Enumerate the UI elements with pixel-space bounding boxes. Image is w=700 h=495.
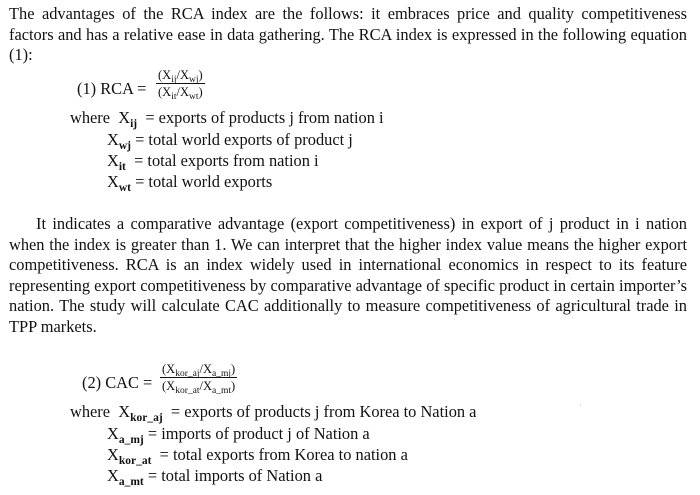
rca-denominator: $(X_{it}/X_{wt})$ — [158, 85, 203, 102]
rca-def-xwt: $X_{wt}$ = total world exports — [107, 172, 273, 194]
cac-fraction — [160, 362, 237, 396]
cac-def-xa-mt: $X_{a\_mt}$ = total imports of Nation a — [107, 466, 323, 488]
rca-equation-label: (1) RCA = — [77, 79, 147, 98]
scan-speck: · — [579, 400, 582, 410]
rca-numerator: $(X_{ij}/X_{wj})$ — [158, 68, 203, 85]
cac-def-xkor-aj: where $X_{kor\_aj}$ = exports of products j from Korea to Nation a — [70, 402, 477, 424]
cac-equation-label: (2) CAC = — [82, 373, 153, 392]
rca-fraction — [156, 68, 205, 102]
cac-numerator: $(X_{kor\_aj}/X_{a\_mj})$ — [162, 362, 236, 379]
rca-def-xit: $X_{it}$ = total exports from nation i — [107, 151, 319, 173]
rca-def-xij: where $X_{ij}$ = exports of products j from nation i — [70, 108, 384, 130]
intro-paragraph: The advantages of the RCA index are the follows: it embraces price and quality competitiveness factors and has a relative ease in data gathering. The RCA index is expressed in the following equation (1): — [9, 4, 687, 65]
cac-def-xa-mj: $X_{a\_mj}$ = imports of product j of Nation a — [107, 424, 370, 446]
rca-def-xwj: $X_{wj}$ = total world exports of product j — [107, 130, 353, 152]
body-paragraph: It indicates a comparative advantage (export competitiveness) in export of j product in i nation when the index is greater than 1. We can interpret that the higher index value means the higher export competitiveness. RCA is an index widely used in international economics in respect to its feature representing export competitiveness by comparative advantage of specific product in certain importer’s nation. The study will calculate CAC additionally to measure competitiveness of agricultural trade in TPP markets. — [9, 214, 687, 336]
cac-def-xkor-at: $X_{kor\_at}$ = total exports from Korea to nation a — [107, 445, 408, 467]
cac-denominator: $(X_{kor\_at}/X_{a\_mt})$ — [162, 379, 236, 396]
